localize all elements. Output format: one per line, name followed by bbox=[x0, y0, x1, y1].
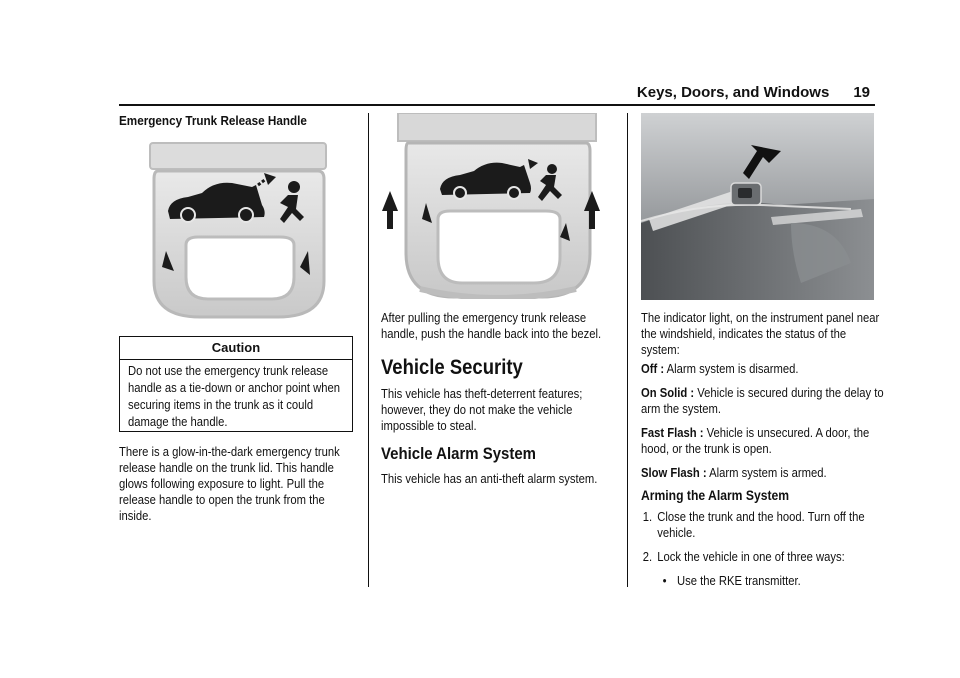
state-fast-flash: Fast Flash : Vehicle is unsecured. A door, the hood, or the trunk is open. bbox=[641, 426, 870, 456]
header-rule bbox=[119, 104, 875, 106]
column-divider-right bbox=[627, 113, 628, 587]
caution-box bbox=[119, 336, 353, 432]
caution-title: Caution bbox=[120, 337, 352, 360]
after-pull-text: After pulling the emergency trunk release handle, push the handle back into the bezel. bbox=[381, 311, 602, 341]
state-on-solid: On Solid : Vehicle is secured during the delay to arm the system. bbox=[641, 386, 884, 416]
alarm-system-heading: Vehicle Alarm System bbox=[381, 444, 536, 463]
trunk-handle-illustration bbox=[148, 141, 330, 321]
trunk-release-heading: Emergency Trunk Release Handle bbox=[119, 113, 307, 128]
bullet-item: • Use the RKE transmitter. bbox=[662, 574, 801, 588]
state-off: Off : Alarm system is disarmed. bbox=[641, 362, 799, 376]
caution-text: Do not use the emergency trunk release handle as a tie-down or anchor point when securing items in the trunk as it could damage the handle. bbox=[128, 364, 341, 429]
trunk-handle-pulled-illustration bbox=[380, 113, 616, 299]
page-number: 19 bbox=[853, 84, 870, 101]
running-header bbox=[637, 84, 870, 101]
state-slow-flash: Slow Flash : Alarm system is armed. bbox=[641, 466, 827, 480]
vehicle-security-heading: Vehicle Security bbox=[381, 356, 523, 379]
arming-steps bbox=[641, 509, 870, 589]
arming-heading: Arming the Alarm System bbox=[641, 488, 790, 503]
indicator-light-text: The indicator light, on the instrument panel near the windshield, indicates the status of the system: bbox=[641, 311, 880, 357]
step-item: 1. Close the trunk and the hood. Turn off the vehicle. bbox=[642, 510, 865, 540]
step-item: 2. Lock the vehicle in one of three ways: bbox=[642, 550, 845, 564]
vehicle-security-text: This vehicle has theft-deterrent features; however, they do not make the vehicle impossible to steal. bbox=[381, 387, 583, 433]
section-title: Keys, Doors, and Windows bbox=[636, 84, 830, 101]
alarm-states-list bbox=[641, 361, 886, 489]
alarm-system-text: This vehicle has an anti-theft alarm system. bbox=[381, 472, 598, 486]
trunk-release-body: There is a glow-in-the-dark emergency trunk release handle on the trunk lid. This handle glows following exposure to light. Pull the release handle to open the trunk from the inside. bbox=[119, 445, 340, 523]
column-divider-left bbox=[368, 113, 369, 587]
indicator-light-photo bbox=[641, 113, 874, 300]
